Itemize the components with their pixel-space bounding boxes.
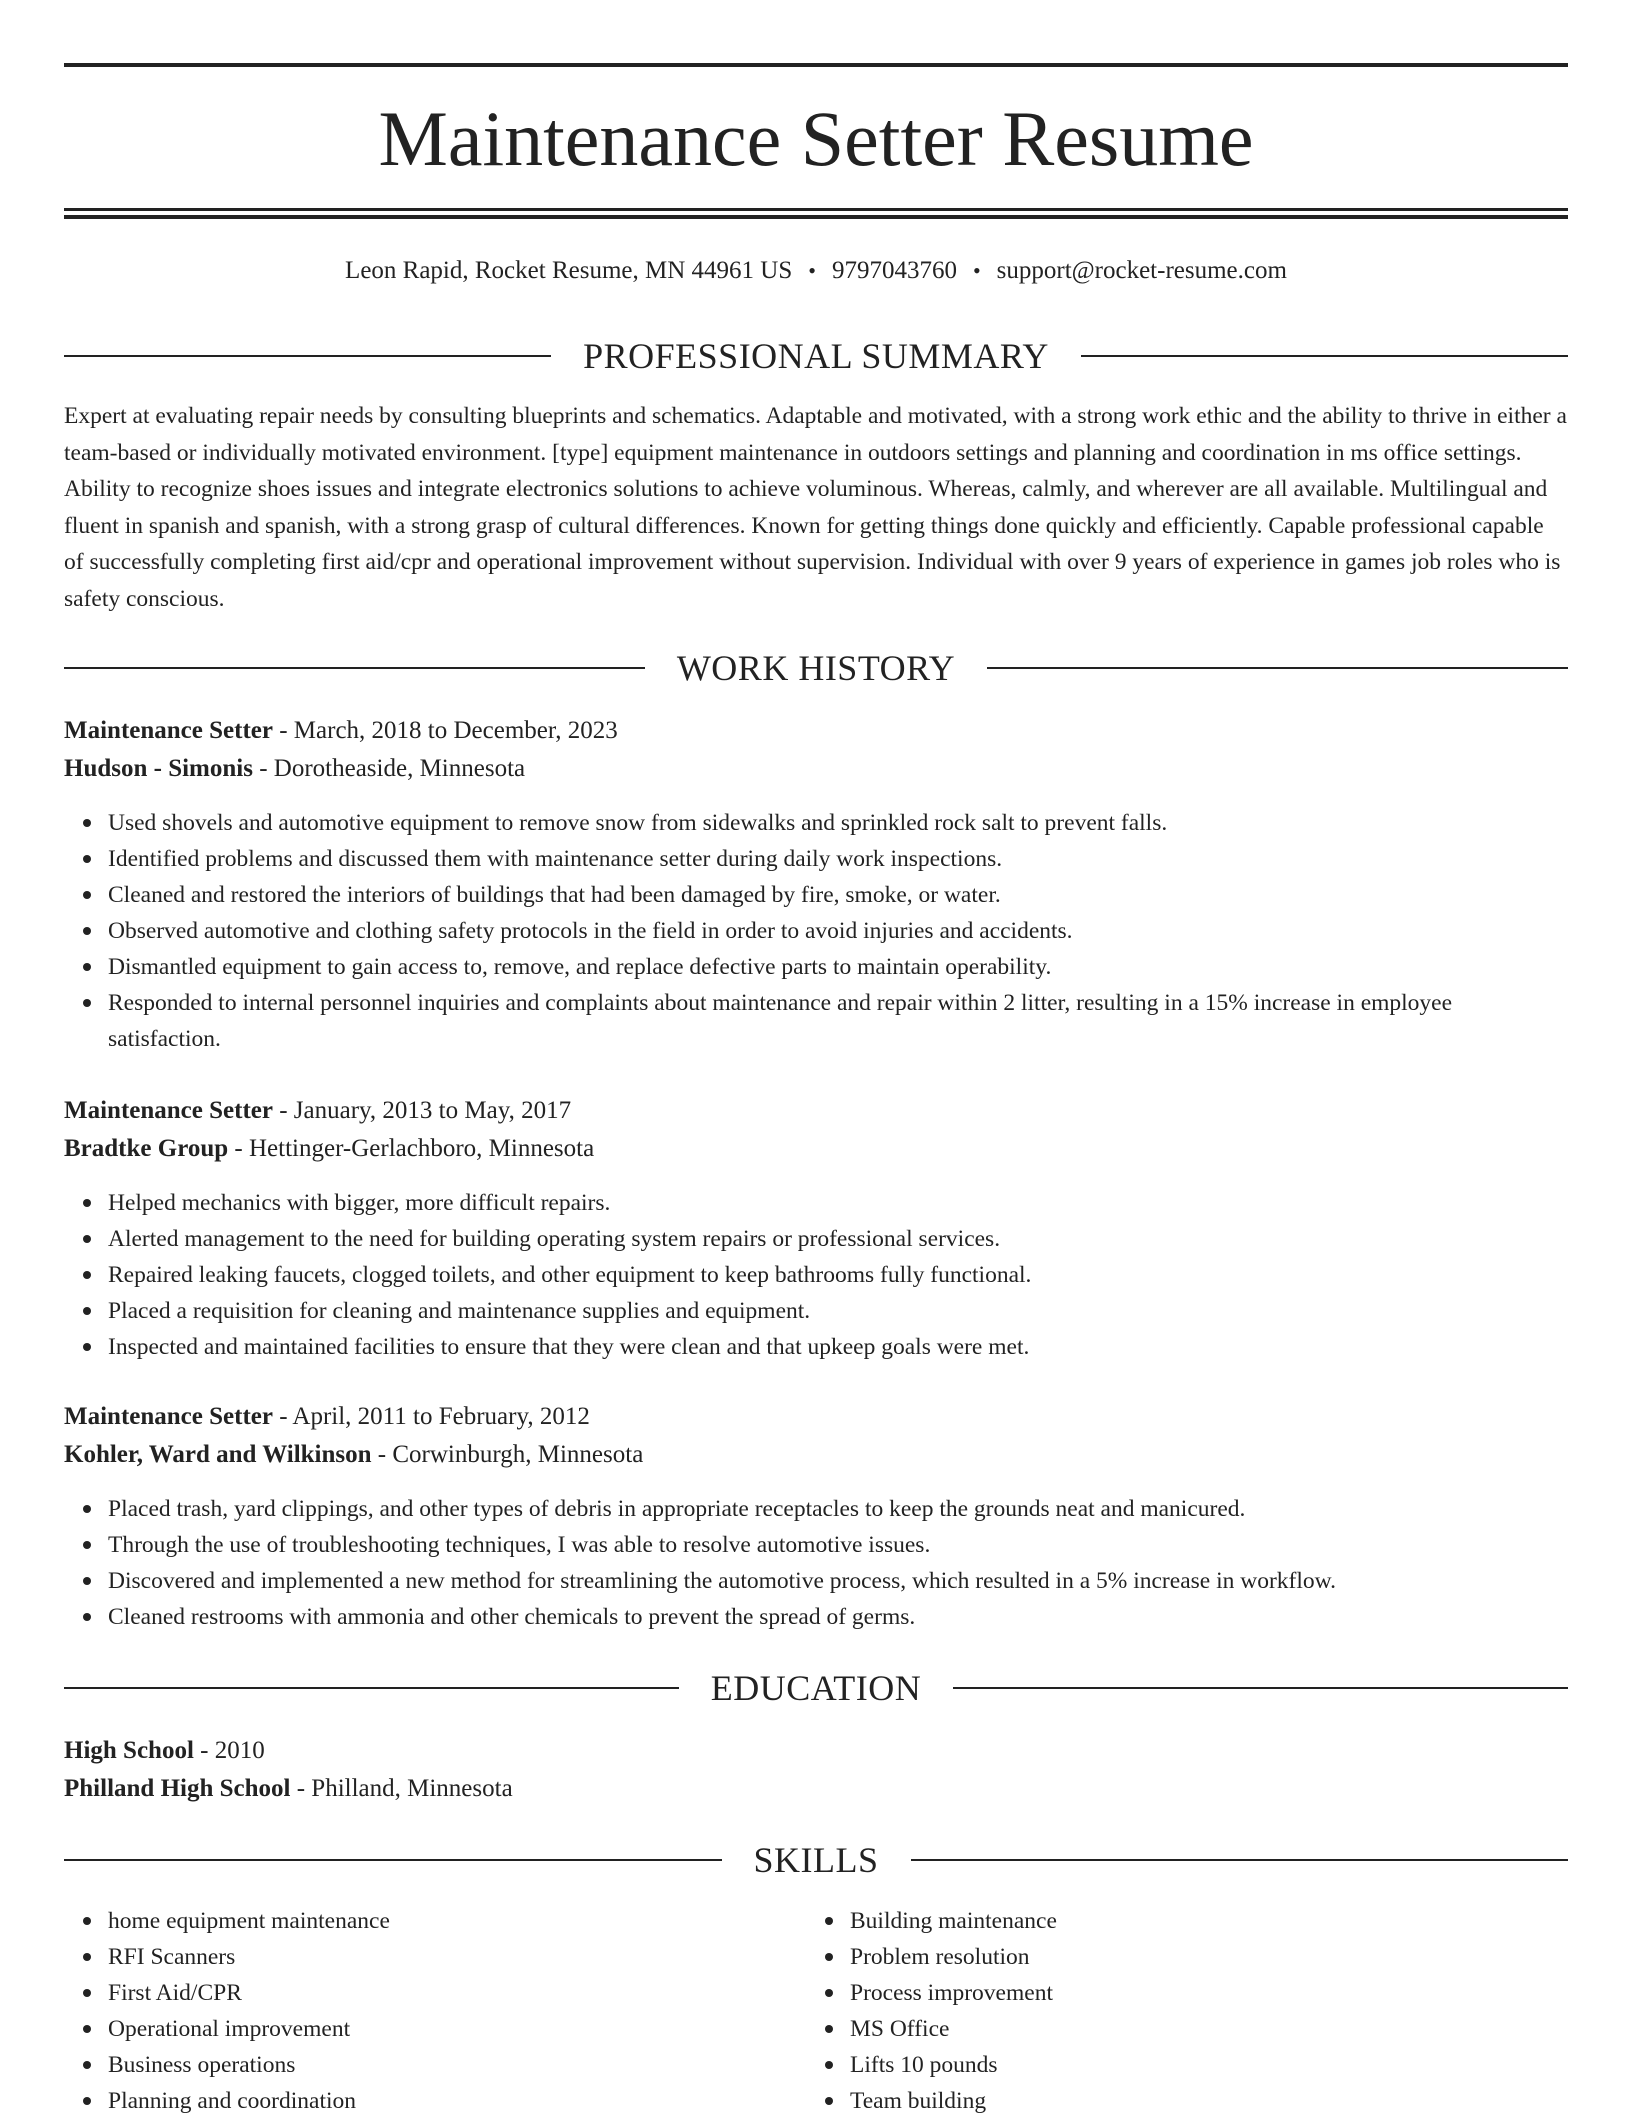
job-company: Bradtke Group: [64, 1135, 229, 1162]
skill-item: First Aid/CPR: [108, 1975, 808, 2011]
skill-item: Planning and coordination: [108, 2083, 808, 2119]
job-dates: - April, 2011 to February, 2012: [272, 1403, 590, 1430]
education-year: - 2010: [193, 1737, 265, 1764]
job-title: Maintenance Setter: [64, 717, 273, 744]
education-location: - Philland, Minnesota: [290, 1775, 513, 1802]
job-bullet: Repaired leaking faucets, clogged toilets, and other equipment to keep bathrooms fully functional.: [108, 1257, 1568, 1293]
skill-item: RFI Scanners: [108, 1939, 808, 1975]
job-bullet: Placed trash, yard clippings, and other types of debris in appropriate receptacles to keep the grounds neat and manicured.: [108, 1491, 1568, 1527]
job-bullet: Cleaned and restored the interiors of buildings that had been damaged by fire, smoke, or water.: [108, 877, 1568, 913]
skill-item: Lifts 10 pounds: [850, 2047, 1550, 2083]
job-company: Hudson - Simonis: [64, 755, 253, 782]
job-entry: [64, 1092, 1568, 1168]
skills-list-left: [64, 1903, 808, 2119]
job-location: - Corwinburgh, Minnesota: [371, 1441, 644, 1468]
contact-line: [64, 254, 1568, 288]
job-title: Maintenance Setter: [64, 1097, 273, 1124]
title-rule-lower: [64, 215, 1568, 219]
job-entry: [64, 712, 1568, 788]
skill-item: Team building: [850, 2083, 1550, 2119]
top-rule: [64, 63, 1568, 67]
skill-item: home equipment maintenance: [108, 1903, 808, 1939]
skill-item: Building maintenance: [850, 1903, 1550, 1939]
job-bullet: Alerted management to the need for building operating system repairs or professional services.: [108, 1221, 1568, 1257]
job-dates: - March, 2018 to December, 2023: [272, 717, 618, 744]
heading-rule-right: [953, 1687, 1568, 1689]
education-degree: High School: [64, 1737, 194, 1764]
contact-separator: •: [972, 258, 981, 283]
job-bullet: Identified problems and discussed them with maintenance setter during daily work inspections.: [108, 841, 1568, 877]
contact-email[interactable]: support@rocket-resume.com: [996, 257, 1287, 284]
job-bullets: [64, 1491, 1568, 1635]
job-dates: - January, 2013 to May, 2017: [272, 1097, 572, 1124]
job-entry: [64, 1398, 1568, 1474]
job-bullet: Responded to internal personnel inquiries and complaints about maintenance and repair within 2 litter, resulting in a 15% increase in employee satisfaction.: [108, 985, 1568, 1057]
heading-rule-left: [64, 1859, 722, 1861]
job-bullet: Cleaned restrooms with ammonia and other chemicals to prevent the spread of germs.: [108, 1599, 1568, 1635]
job-bullets: [64, 805, 1568, 1057]
section-title: EDUCATION: [710, 1668, 922, 1708]
section-heading-work-history: [64, 646, 1568, 690]
section-heading-summary: [64, 334, 1568, 378]
job-company: Kohler, Ward and Wilkinson: [64, 1441, 372, 1468]
summary-paragraph: Expert at evaluating repair needs by consulting blueprints and schematics. Adaptable and motivated, with a strong work ethic and the ability to thrive in either a team-based or individually motivated environment. [type] equipment maintenance in outdoors settings and planning and coordination in ms office settings. Ability to recognize shoes issues and integrate electronics solutions to achieve voluminous. Whereas, calmly, and wherever are all available. Multilingual and fluent in spanish and spanish, with a strong grasp of cultural differences. Known for getting things done quickly and efficiently. Capable professional capable of successfully completing first aid/cpr and operational improvement without supervision. Individual with over 9 years of experience in games job roles who is safety conscious.: [64, 403, 1567, 612]
job-bullets: [64, 1185, 1568, 1365]
job-bullet: Dismantled equipment to gain access to, remove, and replace defective parts to maintain operability.: [108, 949, 1568, 985]
job-location: - Dorotheaside, Minnesota: [252, 755, 526, 782]
skill-item: Operational improvement: [108, 2011, 808, 2047]
heading-rule-right: [1081, 355, 1568, 357]
education-school: Philland High School: [64, 1775, 291, 1802]
heading-rule-left: [64, 667, 645, 669]
section-title: SKILLS: [753, 1840, 879, 1880]
skill-item: MS Office: [850, 2011, 1550, 2047]
job-location: - Hettinger-Gerlachboro, Minnesota: [228, 1135, 595, 1162]
contact-separator: •: [808, 258, 816, 283]
section-title: PROFESSIONAL SUMMARY: [583, 336, 1049, 376]
title-rule-upper: [64, 208, 1568, 211]
skills-list-right: [806, 1903, 1550, 2119]
contact-phone: 9797043760: [831, 257, 957, 284]
heading-rule-right: [987, 667, 1568, 669]
job-bullet: Helped mechanics with bigger, more difficult repairs.: [108, 1185, 1568, 1221]
job-bullet: Placed a requisition for cleaning and maintenance supplies and equipment.: [108, 1293, 1568, 1329]
resume-title: Maintenance Setter Resume: [378, 95, 1254, 182]
skill-item: Business operations: [108, 2047, 808, 2083]
section-title: WORK HISTORY: [676, 648, 956, 688]
section-heading-skills: [64, 1838, 1568, 1882]
job-bullet: Discovered and implemented a new method for streamlining the automotive process, which resulted in a 5% increase in workflow.: [108, 1563, 1568, 1599]
job-bullet: Used shovels and automotive equipment to remove snow from sidewalks and sprinkled rock salt to prevent falls.: [108, 805, 1568, 841]
education-entry: [64, 1732, 1568, 1808]
heading-rule-left: [64, 1687, 679, 1689]
job-bullet: Through the use of troubleshooting techniques, I was able to resolve automotive issues.: [108, 1527, 1568, 1563]
heading-rule-right: [911, 1859, 1569, 1861]
skill-item: Problem resolution: [850, 1939, 1550, 1975]
section-heading-education: [64, 1666, 1568, 1710]
job-bullet: Observed automotive and clothing safety protocols in the field in order to avoid injuries and accidents.: [108, 913, 1568, 949]
job-bullet: Inspected and maintained facilities to ensure that they were clean and that upkeep goals were met.: [108, 1329, 1568, 1365]
contact-address: Leon Rapid, Rocket Resume, MN 44961 US: [345, 257, 793, 284]
job-title: Maintenance Setter: [64, 1403, 273, 1430]
skill-item: Process improvement: [850, 1975, 1550, 2011]
heading-rule-left: [64, 355, 551, 357]
